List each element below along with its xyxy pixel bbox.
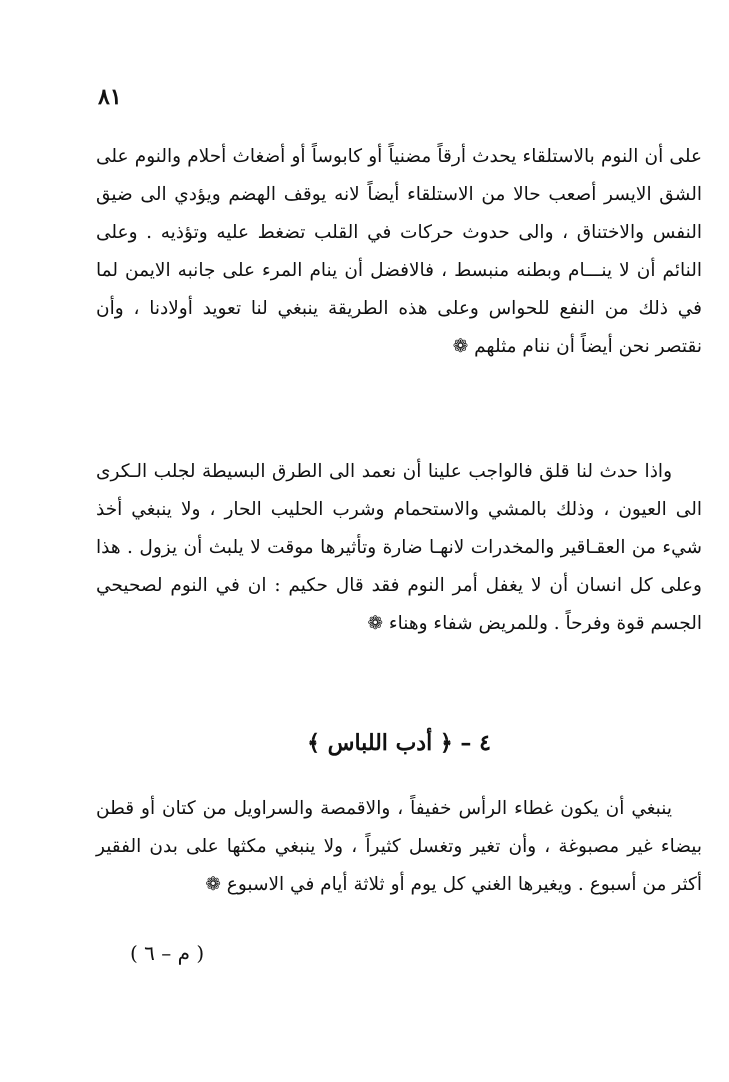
paragraph-text [96, 453, 702, 643]
section-heading: ٤ – ﴿ أدب اللباس ﴾ [307, 730, 491, 756]
paragraph-content: ينبغي أن يكون غطاء الرأس خفيفاً ، والاقمصة والسراويل من كتان أو قطن بيضاء غير مصبوغة ، وأن تغير وتغسل كثيراً ، ولا ينبغي مكثها على بدن الفقير أكثر من أسبوع . ويغيرها الغني كل يوم أو ثلاثة أيام في الاسبوع ❁ [96, 798, 702, 895]
paragraph-text [96, 790, 702, 904]
body-paragraph-1 [96, 138, 702, 366]
page-number: ٨١ [98, 84, 122, 110]
body-paragraph-2 [96, 453, 702, 643]
paragraph-content: واذا حدث لنا قلق فالواجب علينا أن نعمد الى الطرق البسيطة لجلب الـكرى الى العيون ، وذلك بالمشي والاستحمام وشرب الحليب الحار ، ولا ينبغي أخذ شيء من العقـاقير والمخدرات لانهـا ضارة وتأثيرها موقت لا يلبث أن يزول . هذا وعلى كل انسان أن لا يغفل أمر النوم فقد قال حكيم : ان في النوم لصحيحي الجسم قوة وفرحاً . وللمريض شفاء وهناء ❁ [96, 461, 702, 634]
footer-signature-mark: ( م – ٦ ) [130, 941, 205, 965]
section-paragraph [96, 790, 702, 904]
paragraph-text: على أن النوم بالاستلقاء يحدث أرقاً مضنياً أو كابوساً أو أضغاث أحلام والنوم على الشق الايسر أصعب حالا من الاستلقاء أيضاً لانه يوقف الهضم ويؤدي الى ضيق النفس والاختناق ، والى حدوث حركات في القلب تضغط عليه وتؤذيه . وعلى النائم أن لا ينـــام وبطنه منبسط ، فالافضل أن ينام المرء على جانبه الايمن لما في ذلك من النفع للحواس وعلى هذه الطريقة ينبغي لنا تعويد أولادنا ، وأن نقتصر نحن أيضاً أن ننام مثلهم ❁ [96, 146, 702, 357]
